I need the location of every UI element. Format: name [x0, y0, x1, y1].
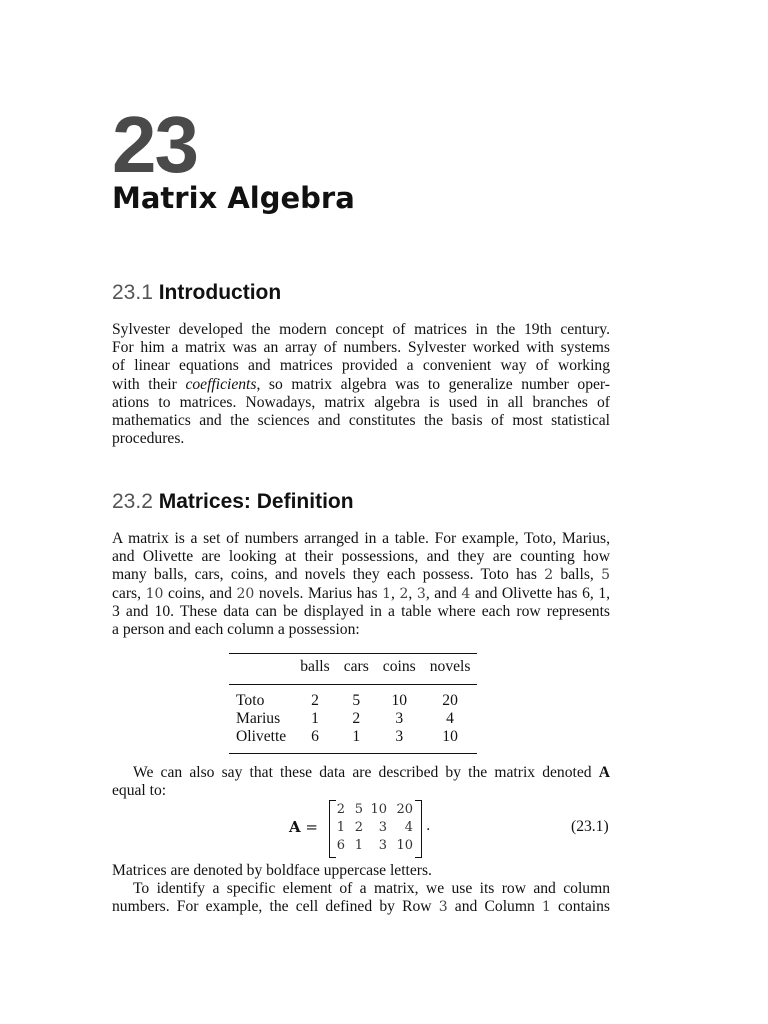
introduction-paragraph [112, 321, 610, 448]
table-cell: 20 [442, 692, 458, 709]
chapter-number: 23 [112, 100, 197, 189]
matrix-cell: 2 [336, 802, 345, 817]
math-number: 1 [382, 585, 392, 602]
matrix-symbol: A [289, 818, 301, 836]
section-heading-introduction [112, 280, 281, 306]
table-header: balls [293, 654, 336, 685]
table-cell: 3 [395, 728, 404, 746]
text-line [112, 566, 610, 584]
matrix-cell: 10 [370, 802, 387, 817]
definition-paragraph [112, 530, 610, 639]
text-fragment: , and [425, 584, 462, 602]
table-row [229, 728, 477, 753]
text-fragment: cars, [112, 584, 146, 602]
section-title: Introduction [158, 281, 282, 304]
text-fragment: many balls, cars, coins, and novels they each possess. Toto has [112, 566, 545, 584]
matrix-row [333, 837, 413, 855]
text-line: Sylvester developed the modern concept of matrices in the 19th century. [112, 321, 610, 338]
table-header: cars [337, 654, 376, 685]
table-cell: 2 [311, 692, 319, 709]
equation-number: (23.1) [571, 818, 609, 835]
possessions-table [229, 653, 477, 754]
table-header: novels [423, 654, 478, 685]
text-line [112, 898, 610, 916]
table-header: coins [376, 654, 423, 685]
matrix-cells [333, 801, 413, 855]
table-cell: 4 [446, 710, 454, 728]
section-title: Matrices: Definition [158, 490, 354, 513]
section-heading-matrices-definition [112, 489, 354, 515]
matrix-cell: 4 [404, 820, 413, 835]
text-fragment: We can also say that these data are described by the matrix denoted [133, 764, 599, 781]
after-table-paragraph [112, 764, 610, 800]
table-cell: 6 [311, 728, 319, 746]
text-fragment: balls, [553, 566, 602, 584]
right-bracket [415, 800, 422, 858]
equation-lhs [289, 818, 318, 836]
section-number: 23.1 [112, 281, 153, 304]
matrix-cell: 20 [396, 802, 413, 817]
text-line: and Olivette are looking at their possessions, and they are counting how [112, 548, 610, 566]
table-cell: 5 [352, 692, 361, 709]
text-line: equal to: [112, 782, 167, 800]
table-header-row [229, 654, 477, 685]
matrix-symbol: A [598, 764, 610, 781]
text-fragment: numbers. For example, the cell defined by Row [112, 898, 439, 916]
text-line [112, 376, 610, 394]
math-number: 10 [145, 585, 164, 602]
table-cell: 2 [352, 710, 361, 728]
text-line: Matrices are denoted by boldface uppercase letters. [112, 862, 432, 879]
equation-period: . [426, 818, 431, 834]
text-fragment: and Column [447, 898, 542, 916]
math-number: 2 [544, 567, 554, 584]
math-number: 3 [416, 585, 426, 602]
math-number: 3 [438, 899, 448, 916]
text-fragment: and Olivette has 6, 1, [470, 584, 611, 602]
text-line: of linear equations and matrices provided a convenient way of working [112, 357, 610, 375]
table-cell: 3 [395, 710, 404, 728]
matrix-cell: 2 [354, 820, 363, 835]
chapter-title: Matrix Algebra [112, 181, 355, 215]
matrix-cell: 5 [354, 802, 363, 817]
table-cell: 1 [311, 710, 319, 728]
table-cell: 10 [442, 728, 458, 746]
text-fragment: , so matrix algebra was to generalize number oper- [256, 375, 610, 393]
text-fragment: novels. Marius has [254, 584, 383, 602]
math-number: 1 [541, 899, 551, 916]
table-cell: 10 [391, 692, 408, 709]
text-fragment: , [408, 584, 417, 602]
equals-sign: = [305, 818, 318, 836]
matrix-equation [289, 800, 449, 856]
text-fragment: , [391, 584, 400, 602]
table-cell: Marius [236, 710, 281, 728]
matrix-cell: 3 [378, 838, 387, 853]
math-number: 2 [399, 585, 409, 602]
text-line: procedures. [112, 430, 185, 448]
table-row [229, 685, 477, 711]
matrix-cell: 6 [336, 838, 345, 853]
text-line: A matrix is a set of numbers arranged in a table. For example, Toto, Marius, [112, 530, 610, 547]
emphasis-coefficients: coefficients [185, 375, 257, 393]
closing-paragraph [112, 862, 610, 917]
text-line: a person and each column a possession: [112, 621, 360, 639]
math-number: 20 [236, 585, 255, 602]
matrix-cell: 10 [396, 838, 413, 853]
text-line [112, 764, 610, 782]
section-number: 23.2 [112, 490, 153, 513]
table-cell: Toto [236, 692, 265, 709]
matrix-cell: 3 [378, 820, 387, 835]
math-number: 5 [601, 567, 610, 584]
matrix-cell: 1 [336, 820, 345, 835]
table-cell: 1 [352, 728, 361, 746]
text-line: ations to matrices. Nowadays, matrix algebra is used in all branches of [112, 393, 610, 411]
table-row [229, 710, 477, 728]
text-fragment: with their [112, 375, 186, 393]
math-number: 4 [461, 585, 471, 602]
text-fragment: coins, and [163, 584, 237, 602]
text-line: mathematics and the sciences and constitutes the basis of most statistical [112, 412, 610, 430]
table-cell: Olivette [236, 728, 287, 746]
matrix-row [333, 801, 413, 819]
table-header [229, 654, 293, 685]
text-fragment: contains [550, 898, 610, 916]
text-line: For him a matrix was an array of numbers. Sylvester worked with systems [112, 339, 610, 357]
text-line: 3 and 10. These data can be displayed in a table where each row represents [112, 602, 610, 620]
matrix-row [333, 819, 413, 837]
text-line [112, 585, 610, 603]
matrix-cell: 1 [354, 838, 363, 853]
text-line: To identify a specific element of a matrix, we use its row and column [133, 880, 610, 898]
